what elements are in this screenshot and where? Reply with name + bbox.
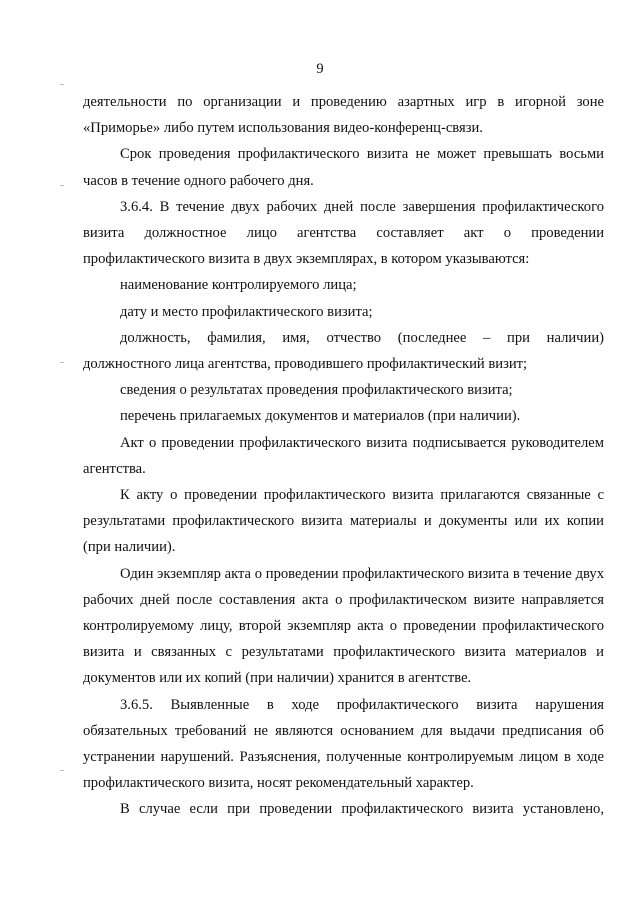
- paragraph: деятельности по организации и проведению азартных игр в игорной зоне «Приморье» либо путем использования видео-конференц-связи.: [83, 94, 604, 137]
- paragraph: В случае если при проведении профилактического визита установлено,: [120, 801, 604, 818]
- page-number: 9: [316, 61, 324, 77]
- paragraph: К акту о проведении профилактического визита прилагаются связанные с результатами профилактического визита материалы и документы или их копии (при наличии).: [83, 487, 604, 556]
- paragraph: сведения о результатах проведения профилактического визита;: [120, 382, 513, 399]
- paragraph: перечень прилагаемых документов и материалов (при наличии).: [120, 408, 521, 425]
- paragraph: наименование контролируемого лица;: [120, 277, 357, 294]
- scan-edge-marks: [60, 0, 68, 905]
- paragraph: Срок проведения профилактического визита не может превышать восьми часов в течение одного рабочего дня.: [83, 146, 604, 189]
- paragraph: должность, фамилия, имя, отчество (последнее – при наличии) должностного лица агентства, проводившего профилактический визит;: [83, 329, 604, 373]
- paragraph: дату и место профилактического визита;: [120, 303, 373, 320]
- paragraph: 3.6.4. В течение двух рабочих дней после завершения профилактического визита должностное лицо агентства составляет акт о проведении профилактического визита в двух экземплярах, в котором указываются:: [83, 198, 604, 268]
- paragraph: Один экземпляр акта о проведении профилактического визита в течение двух рабочих дней после составления акта о профилактическом визите направляется контролируемому лицу, второй экземпляр акта о проведении профилактического визита и связанных с результатами профилактического визита материалов и документов или их копий (при наличии) хранится в агентстве.: [83, 565, 604, 687]
- document-body: [83, 89, 604, 823]
- paragraph: Акт о проведении профилактического визита подписывается руководителем агентства.: [83, 434, 604, 477]
- paragraph: 3.6.5. Выявленные в ходе профилактического визита нарушения обязательных требований не являются основанием для выдачи предписания об устранении нарушений. Разъяснения, полученные контролируемым лицом в ходе профилактического визита, носят рекомендательный характер.: [83, 696, 604, 792]
